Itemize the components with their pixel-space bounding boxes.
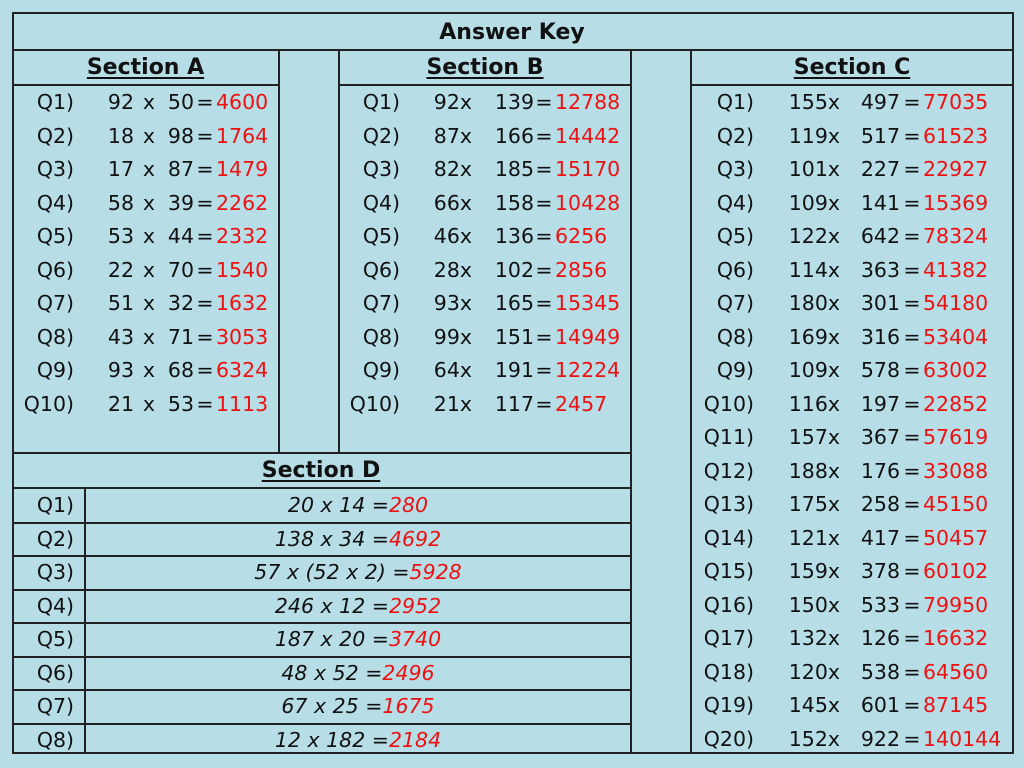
factor-b: 44 bbox=[167, 224, 194, 248]
equals-sign: = bbox=[535, 157, 553, 181]
expression-text: 20 x 14 = bbox=[287, 493, 389, 517]
answer-value: 22852 bbox=[923, 391, 989, 416]
factor-b: 32 bbox=[167, 291, 194, 315]
factor-a: 101x bbox=[788, 157, 840, 181]
factor-a: 152x bbox=[788, 726, 840, 751]
factor-a: 99x bbox=[433, 324, 472, 349]
equals-sign: = bbox=[535, 90, 553, 114]
question-number: Q2) bbox=[362, 123, 400, 148]
answer-value: 2952 bbox=[388, 593, 442, 618]
factor-b: 87 bbox=[167, 157, 194, 181]
answer-value: 2457 bbox=[555, 391, 608, 416]
question-number: Q15) bbox=[703, 559, 754, 583]
factor-a: 116x bbox=[788, 391, 840, 416]
factor-b: 378 bbox=[860, 559, 900, 583]
factor-a: 18 bbox=[107, 123, 134, 148]
factor-a: 122x bbox=[788, 224, 840, 248]
answer-value: 1113 bbox=[216, 391, 269, 416]
times-sign: x bbox=[142, 90, 156, 114]
factor-b: 497 bbox=[860, 90, 900, 114]
equals-sign: = bbox=[535, 324, 553, 349]
answer-value: 22927 bbox=[923, 157, 989, 181]
expression-cell bbox=[86, 523, 630, 556]
factor-b: 71 bbox=[167, 324, 194, 349]
question-row bbox=[0, 86, 1024, 119]
times-sign: x bbox=[142, 224, 156, 248]
answer-value: 2184 bbox=[388, 727, 442, 752]
answer-value: 77035 bbox=[923, 90, 989, 114]
answer-value: 60102 bbox=[923, 559, 989, 583]
factor-a: 150x bbox=[788, 592, 840, 617]
question-number: Q1) bbox=[362, 90, 400, 114]
expression-cell bbox=[86, 724, 630, 757]
question-number: Q5) bbox=[362, 224, 400, 248]
factor-b: 642 bbox=[860, 224, 900, 248]
factor-b: 139 bbox=[494, 90, 534, 114]
answer-value: 280 bbox=[388, 493, 429, 517]
question-number: Q5) bbox=[716, 224, 754, 248]
equals-sign: = bbox=[196, 123, 214, 148]
answer-value: 1764 bbox=[216, 123, 269, 148]
expression-cell bbox=[86, 556, 630, 589]
question-row bbox=[0, 388, 1024, 421]
factor-b: 197 bbox=[860, 391, 900, 416]
factor-a: 22 bbox=[107, 257, 134, 282]
equals-sign: = bbox=[903, 324, 921, 349]
equals-sign: = bbox=[196, 224, 214, 248]
factor-a: 145x bbox=[788, 693, 840, 717]
question-number: Q13) bbox=[703, 492, 754, 516]
factor-a: 51 bbox=[107, 291, 134, 315]
question-number: Q8) bbox=[362, 324, 400, 349]
question-row bbox=[0, 153, 1024, 186]
question-number: Q3) bbox=[36, 157, 74, 181]
question-number: Q3) bbox=[36, 560, 74, 584]
question-number: Q6) bbox=[362, 257, 400, 282]
factor-b: 98 bbox=[167, 123, 194, 148]
question-row bbox=[0, 421, 1024, 454]
answer-value: 2496 bbox=[382, 660, 435, 685]
answer-value: 4600 bbox=[216, 90, 269, 114]
question-number: Q7) bbox=[362, 291, 400, 315]
equals-sign: = bbox=[196, 157, 214, 181]
section-d-heading: Section D bbox=[261, 458, 381, 483]
equals-sign: = bbox=[196, 358, 214, 382]
factor-b: 151 bbox=[494, 324, 534, 349]
question-number: Q10) bbox=[23, 391, 74, 416]
question-number: Q4) bbox=[362, 190, 400, 215]
answer-value: 14949 bbox=[555, 324, 621, 349]
question-row bbox=[0, 321, 1024, 354]
section-b-heading: Section B bbox=[426, 55, 544, 80]
factor-b: 227 bbox=[860, 157, 900, 181]
border-top bbox=[12, 12, 1014, 14]
expression-cell bbox=[86, 489, 630, 522]
question-number: Q6) bbox=[36, 660, 74, 685]
equals-sign: = bbox=[903, 358, 921, 382]
factor-a: 93 bbox=[107, 358, 134, 382]
factor-a: 159x bbox=[788, 559, 840, 583]
answer-value: 12788 bbox=[555, 90, 621, 114]
equals-sign: = bbox=[903, 492, 921, 516]
factor-b: 68 bbox=[167, 358, 194, 382]
answer-value: 16632 bbox=[923, 626, 989, 650]
factor-b: 517 bbox=[860, 123, 900, 148]
factor-a: 109x bbox=[788, 358, 840, 382]
factor-a: 64x bbox=[433, 358, 472, 382]
question-number: Q20) bbox=[703, 726, 754, 751]
times-sign: x bbox=[142, 358, 156, 382]
question-number: Q9) bbox=[362, 358, 400, 382]
factor-a: 119x bbox=[788, 123, 840, 148]
question-row bbox=[0, 254, 1024, 287]
equals-sign: = bbox=[903, 693, 921, 717]
question-number: Q8) bbox=[36, 727, 74, 752]
answer-value: 2332 bbox=[216, 224, 269, 248]
answer-value: 61523 bbox=[923, 123, 989, 148]
question-number: Q19) bbox=[703, 693, 754, 717]
question-number: Q11) bbox=[703, 425, 754, 449]
factor-b: 533 bbox=[860, 592, 900, 617]
factor-a: 43 bbox=[107, 324, 134, 349]
equals-sign: = bbox=[535, 224, 553, 248]
question-number: Q17) bbox=[703, 626, 754, 650]
factor-b: 141 bbox=[860, 190, 900, 215]
factor-b: 185 bbox=[494, 157, 534, 181]
question-number: Q7) bbox=[716, 291, 754, 315]
equals-sign: = bbox=[903, 224, 921, 248]
question-row bbox=[0, 455, 1024, 488]
factor-b: 176 bbox=[860, 458, 900, 483]
answer-value: 79950 bbox=[923, 592, 989, 617]
factor-b: 578 bbox=[860, 358, 900, 382]
answer-value: 78324 bbox=[923, 224, 989, 248]
factor-a: 120x bbox=[788, 659, 840, 684]
factor-b: 301 bbox=[860, 291, 900, 315]
answer-value: 1479 bbox=[216, 157, 269, 181]
question-number: Q7) bbox=[36, 291, 74, 315]
answer-value: 10428 bbox=[555, 190, 621, 215]
factor-b: 50 bbox=[167, 90, 194, 114]
section-c-heading: Section C bbox=[793, 55, 911, 80]
expression-text: 12 x 182 = bbox=[274, 727, 389, 752]
answer-value: 87145 bbox=[923, 693, 989, 717]
equals-sign: = bbox=[903, 123, 921, 148]
answer-value: 15345 bbox=[555, 291, 621, 315]
question-number: Q18) bbox=[703, 659, 754, 684]
factor-b: 258 bbox=[860, 492, 900, 516]
answer-value: 12224 bbox=[555, 358, 621, 382]
expression-text: 48 x 52 = bbox=[281, 660, 383, 685]
question-number: Q1) bbox=[36, 90, 74, 114]
equals-sign: = bbox=[196, 90, 214, 114]
equals-sign: = bbox=[535, 358, 553, 382]
times-sign: x bbox=[142, 324, 156, 349]
question-number: Q7) bbox=[36, 694, 74, 718]
answer-value: 14442 bbox=[555, 123, 621, 148]
expression-text: 187 x 20 = bbox=[274, 627, 389, 651]
answer-value: 3740 bbox=[388, 627, 442, 651]
expression-cell bbox=[86, 590, 630, 623]
factor-a: 21 bbox=[107, 391, 134, 416]
factor-a: 53 bbox=[107, 224, 134, 248]
section-a-heading: Section A bbox=[86, 55, 205, 80]
answer-value: 6256 bbox=[555, 224, 608, 248]
equals-sign: = bbox=[903, 291, 921, 315]
equals-sign: = bbox=[903, 257, 921, 282]
question-number: Q4) bbox=[716, 190, 754, 215]
question-row bbox=[0, 220, 1024, 253]
question-number: Q1) bbox=[36, 493, 74, 517]
equals-sign: = bbox=[903, 626, 921, 650]
equals-sign: = bbox=[903, 559, 921, 583]
factor-a: 92 bbox=[107, 90, 134, 114]
factor-b: 117 bbox=[494, 391, 534, 416]
factor-b: 922 bbox=[860, 726, 900, 751]
question-number: Q14) bbox=[703, 525, 754, 550]
factor-b: 363 bbox=[860, 257, 900, 282]
question-number: Q5) bbox=[36, 224, 74, 248]
factor-a: 21x bbox=[433, 391, 472, 416]
factor-b: 158 bbox=[494, 190, 534, 215]
answer-value: 50457 bbox=[923, 525, 989, 550]
times-sign: x bbox=[142, 123, 156, 148]
equals-sign: = bbox=[535, 190, 553, 215]
factor-a: 66x bbox=[433, 190, 472, 215]
equals-sign: = bbox=[196, 190, 214, 215]
factor-a: 58 bbox=[107, 190, 134, 215]
expression-cell bbox=[86, 623, 630, 656]
factor-b: 136 bbox=[494, 224, 534, 248]
question-number: Q9) bbox=[716, 358, 754, 382]
question-number: Q2) bbox=[36, 123, 74, 148]
factor-a: 93x bbox=[433, 291, 472, 315]
factor-a: 87x bbox=[433, 123, 472, 148]
question-number: Q10) bbox=[703, 391, 754, 416]
factor-a: 132x bbox=[788, 626, 840, 650]
factor-a: 82x bbox=[433, 157, 472, 181]
equals-sign: = bbox=[535, 391, 553, 416]
question-row bbox=[0, 120, 1024, 153]
question-number: Q3) bbox=[716, 157, 754, 181]
factor-a: 188x bbox=[788, 458, 840, 483]
expression-text: 246 x 12 = bbox=[274, 593, 389, 618]
answer-value: 2856 bbox=[555, 257, 608, 282]
question-number: Q8) bbox=[716, 324, 754, 349]
question-number: Q6) bbox=[36, 257, 74, 282]
factor-b: 165 bbox=[494, 291, 534, 315]
factor-b: 417 bbox=[860, 525, 900, 550]
factor-a: 175x bbox=[788, 492, 840, 516]
question-number: Q4) bbox=[36, 593, 74, 618]
equals-sign: = bbox=[196, 291, 214, 315]
factor-a: 180x bbox=[788, 291, 840, 315]
factor-b: 538 bbox=[860, 659, 900, 684]
question-number: Q6) bbox=[716, 257, 754, 282]
factor-a: 46x bbox=[433, 224, 472, 248]
factor-b: 126 bbox=[860, 626, 900, 650]
question-number: Q16) bbox=[703, 592, 754, 617]
times-sign: x bbox=[142, 391, 156, 416]
answer-value: 54180 bbox=[923, 291, 989, 315]
factor-b: 70 bbox=[167, 257, 194, 282]
expression-text: 57 x (52 x 2) = bbox=[254, 560, 410, 584]
question-row bbox=[0, 187, 1024, 220]
question-number: Q5) bbox=[36, 627, 74, 651]
answer-value: 53404 bbox=[923, 324, 989, 349]
factor-b: 316 bbox=[860, 324, 900, 349]
answer-value: 5928 bbox=[409, 560, 462, 584]
question-number: Q8) bbox=[36, 324, 74, 349]
times-sign: x bbox=[142, 291, 156, 315]
times-sign: x bbox=[142, 257, 156, 282]
times-sign: x bbox=[142, 190, 156, 215]
question-number: Q3) bbox=[362, 157, 400, 181]
answer-value: 1675 bbox=[382, 694, 435, 718]
answer-value: 3053 bbox=[216, 324, 269, 349]
answer-value: 1632 bbox=[216, 291, 269, 315]
factor-b: 191 bbox=[494, 358, 534, 382]
answer-value: 63002 bbox=[923, 358, 989, 382]
equals-sign: = bbox=[903, 726, 921, 751]
equals-sign: = bbox=[903, 190, 921, 215]
question-number: Q2) bbox=[716, 123, 754, 148]
question-number: Q4) bbox=[36, 190, 74, 215]
answer-value: 33088 bbox=[923, 458, 989, 483]
equals-sign: = bbox=[903, 592, 921, 617]
factor-b: 53 bbox=[167, 391, 194, 416]
equals-sign: = bbox=[903, 157, 921, 181]
factor-a: 169x bbox=[788, 324, 840, 349]
equals-sign: = bbox=[535, 291, 553, 315]
expression-cell bbox=[86, 690, 630, 723]
equals-sign: = bbox=[196, 324, 214, 349]
expression-text: 138 x 34 = bbox=[274, 526, 389, 551]
equals-sign: = bbox=[903, 458, 921, 483]
factor-a: 155x bbox=[788, 90, 840, 114]
times-sign: x bbox=[142, 157, 156, 181]
equals-sign: = bbox=[196, 391, 214, 416]
equals-sign: = bbox=[903, 425, 921, 449]
question-number: Q2) bbox=[36, 526, 74, 551]
equals-sign: = bbox=[903, 391, 921, 416]
equals-sign: = bbox=[903, 90, 921, 114]
factor-a: 121x bbox=[788, 525, 840, 550]
factor-a: 92x bbox=[433, 90, 472, 114]
answer-value: 1540 bbox=[216, 257, 269, 282]
factor-a: 157x bbox=[788, 425, 840, 449]
equals-sign: = bbox=[903, 659, 921, 684]
question-number: Q10) bbox=[349, 391, 400, 416]
factor-b: 166 bbox=[494, 123, 534, 148]
factor-b: 367 bbox=[860, 425, 900, 449]
answer-value: 41382 bbox=[923, 257, 989, 282]
factor-a: 109x bbox=[788, 190, 840, 215]
title-divider bbox=[12, 49, 1014, 51]
answer-value: 57619 bbox=[923, 425, 989, 449]
equals-sign: = bbox=[903, 525, 921, 550]
factor-a: 17 bbox=[107, 157, 134, 181]
equals-sign: = bbox=[535, 257, 553, 282]
answer-value: 15369 bbox=[923, 190, 989, 215]
answer-value: 4692 bbox=[388, 526, 442, 551]
equals-sign: = bbox=[196, 257, 214, 282]
equals-sign: = bbox=[535, 123, 553, 148]
question-row bbox=[0, 354, 1024, 387]
factor-b: 601 bbox=[860, 693, 900, 717]
question-row bbox=[0, 287, 1024, 320]
factor-b: 39 bbox=[167, 190, 194, 215]
answer-value: 64560 bbox=[923, 659, 989, 684]
question-number: Q12) bbox=[703, 458, 754, 483]
answer-value: 15170 bbox=[555, 157, 621, 181]
answer-value: 2262 bbox=[216, 190, 269, 215]
expression-cell bbox=[86, 657, 630, 690]
answer-value: 6324 bbox=[216, 358, 269, 382]
answer-value: 45150 bbox=[923, 492, 989, 516]
page-title: Answer Key bbox=[439, 20, 585, 45]
factor-a: 28x bbox=[433, 257, 472, 282]
factor-b: 102 bbox=[494, 257, 534, 282]
factor-a: 114x bbox=[788, 257, 840, 282]
question-number: Q1) bbox=[716, 90, 754, 114]
answer-value: 140144 bbox=[923, 726, 1002, 751]
expression-text: 67 x 25 = bbox=[281, 694, 383, 718]
question-number: Q9) bbox=[36, 358, 74, 382]
